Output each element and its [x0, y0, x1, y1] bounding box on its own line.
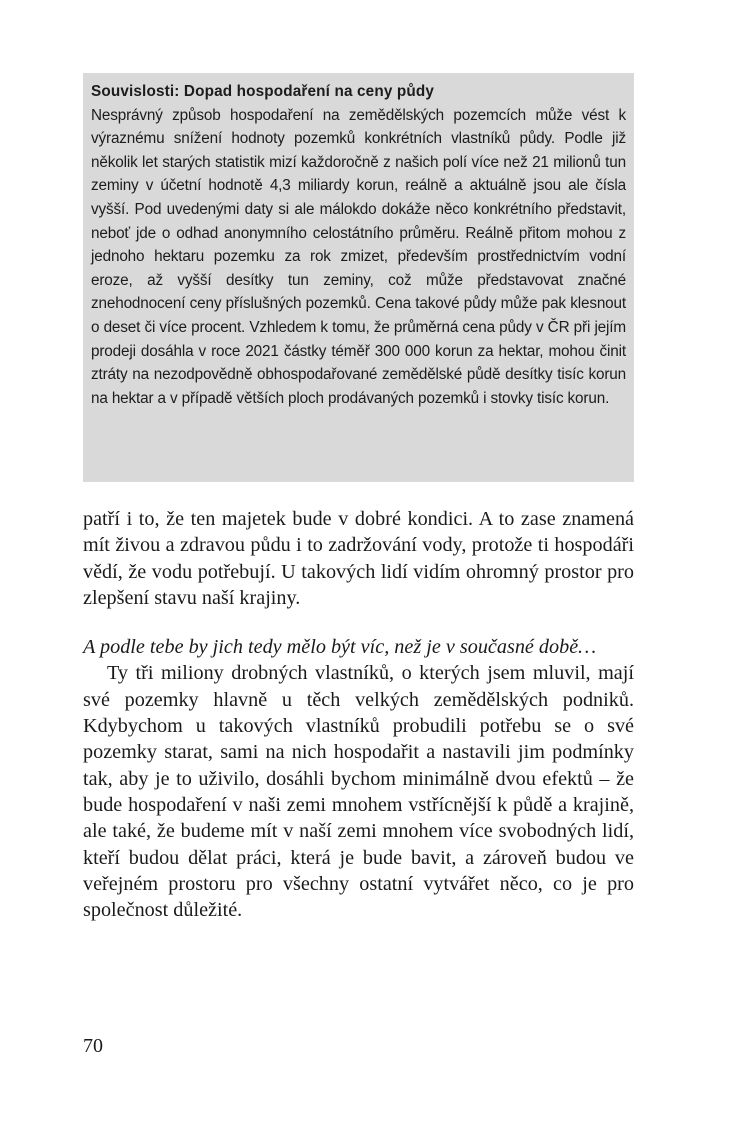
body-paragraph-answer: Ty tři miliony drobných vlastníků, o kterých jsem mluvil, mají své pozemky hlavně u těch velkých zemědělských podniků. Kdybychom u takových vlastníků probudili potřebu se o své pozemky starat, sami na nich hospodařit a nastavili jim podmínky tak, aby je to uživilo, dosáhli bychom minimálně dvou efektů – že bude hospodaření v naši zemi mnohem vstřícnější k půdě a krajině, ale také, že budeme mít v naší zemi mnohem více svobodných lidí, kteří budou dělat práci, která je bude bavit, a zároveň budou ve veřejném prostoru pro všechny ostatní vytvářet něco, co je pro společnost důležité. [83, 662, 634, 922]
interview-question: A podle tebe by jich tedy mělo být víc, než je v současné době… [83, 636, 597, 659]
sidebar-title: Souvislosti: Dopad hospodaření na ceny půdy [91, 83, 435, 100]
context-sidebar-box [83, 73, 634, 482]
body-paragraph-continued: patří i to, že ten majetek bude v dobré kondici. A to zase znamená mít živou a zdravou půdu i to zadržování vody, protože ti hospodáři vědí, že vodu potřebují. U takových lidí vidím ohromný prostor pro zlepšení stavu naší krajiny. [83, 508, 634, 609]
page-number: 70 [83, 1035, 103, 1057]
main-text [83, 506, 634, 923]
sidebar-text: Nesprávný způsob hospodaření na zemědělských pozemcích může vést k výraznému snížení hodnoty pozemků konkrétních vlastníků půdy. Podle již několik let starých statistik mizí každoročně z našich polí více než 21 milionů tun zeminy v účetní hodnotě 4,3 miliardy korun, reálně a aktuálně jsou ale čísla vyšší. Pod uvedenými daty si ale málokdo dokáže něco konkrétního představit, neboť jde o odhad anonymního celostátního průměru. Reálně přitom mohou z jednoho hektaru pozemku za rok zmizet, především prostřednictvím vodní eroze, až vyšší desítky tun zeminy, což může představovat značné znehodnocení ceny příslušných pozemků. Cena takové půdy může pak klesnout o deset či více procent. Vzhledem k tomu, že průměrná cena půdy v ČR při jejím prodeji dosáhla v roce 2021 částky téměř 300 000 korun za hektar, mohou činit ztráty na nezodpovědně obhospodařované zemědělské půdě desítky tisíc korun na hektar a v případě větších ploch prodávaných pozemků i stovky tisíc korun. [91, 106, 626, 407]
